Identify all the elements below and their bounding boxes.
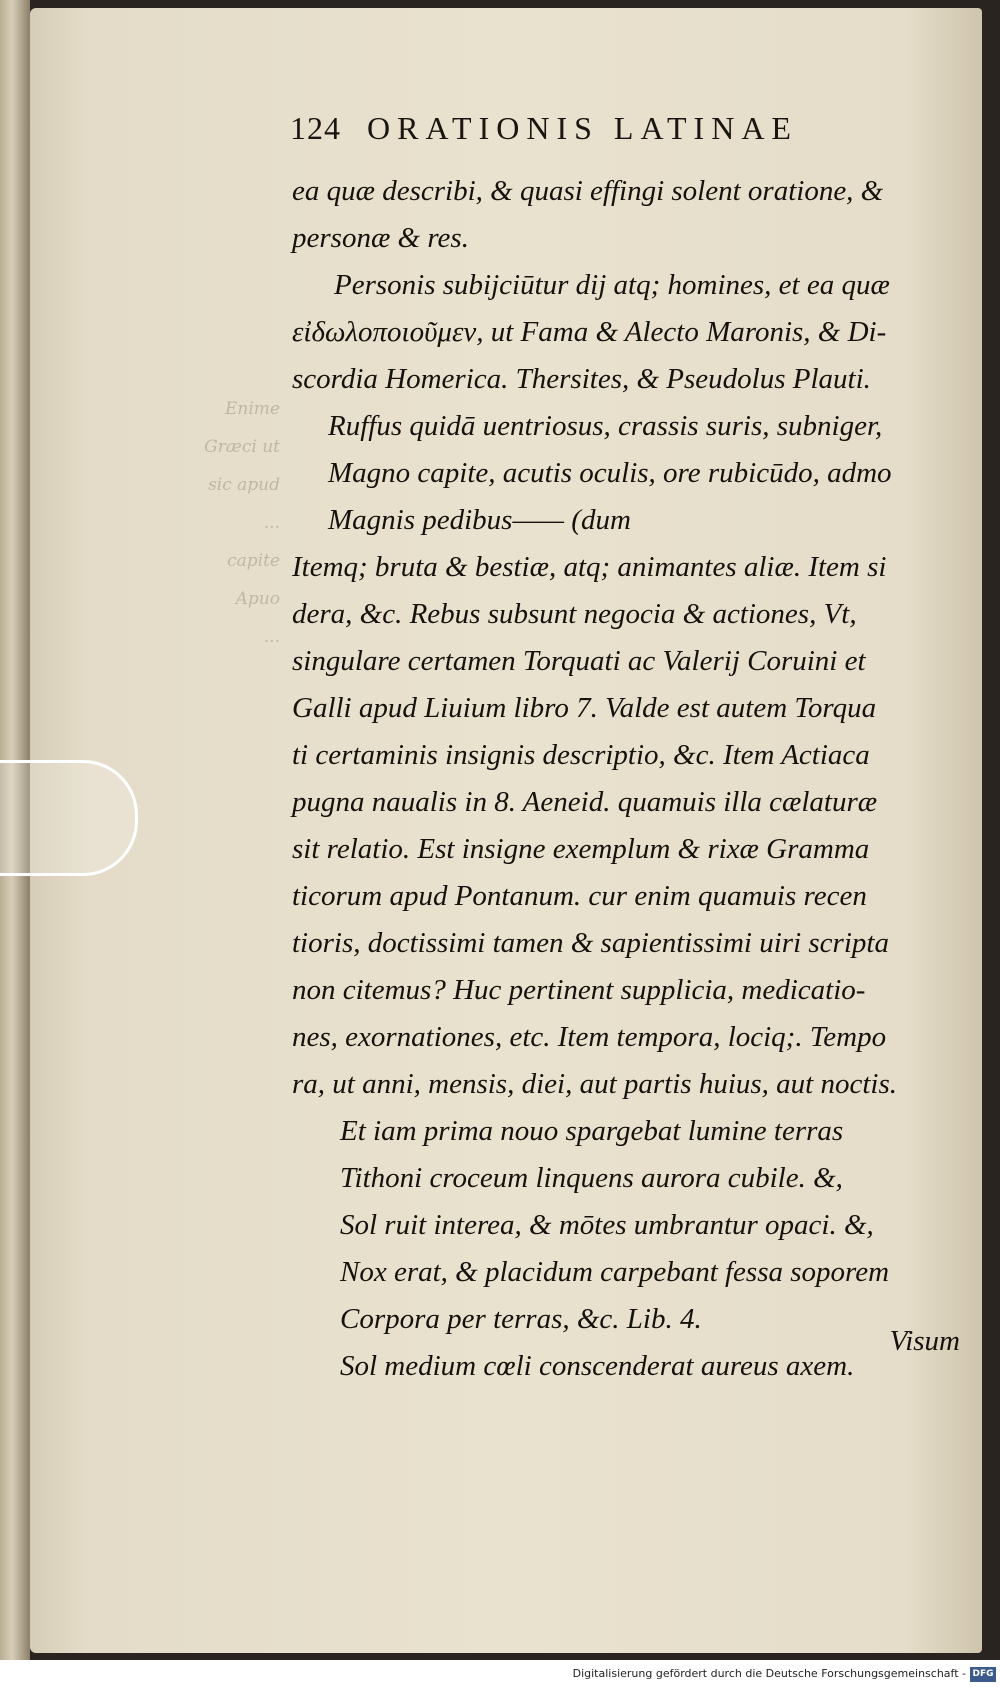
showthrough-line: sic apud (208, 475, 280, 495)
quote-line: Tithoni croceum linquens aurora cubile. &, (340, 1162, 843, 1194)
quote-line: Ruffus quidā uentriosus, crassis suris, subniger, (328, 410, 883, 442)
text-line: ea quæ describi, & quasi effingi solent oratione, & (292, 175, 884, 207)
text-line: scordia Homerica. Thersites, & Pseudolus Plauti. (292, 363, 871, 395)
text-line: ra, ut anni, mensis, diei, aut partis huius, aut noctis. (292, 1068, 897, 1100)
text-line: ticorum apud Pontanum. cur enim quamuis recen (292, 880, 867, 912)
quote-line: Magno capite, acutis oculis, ore rubicūdo, admo (328, 457, 892, 489)
showthrough-text (140, 390, 280, 720)
text-line: dera, &c. Rebus subsunt negocia & actiones, Vt, (292, 598, 857, 630)
text-line: non citemus? Huc pertinent supplicia, medicatio- (292, 974, 866, 1006)
running-title: ORATIONIS LATINAE (367, 110, 798, 146)
showthrough-line: ... (263, 627, 280, 647)
text-line: singulare certamen Torquati ac Valerij Coruini et (292, 645, 866, 677)
dfg-logo-icon: DFG (970, 1667, 996, 1682)
text-line: pugna naualis in 8. Aeneid. quamuis illa cælaturæ (292, 786, 878, 818)
catchword: Visum (889, 1325, 960, 1357)
running-header (290, 110, 970, 147)
page-number: 124 (290, 110, 341, 146)
showthrough-line: capite (227, 551, 280, 571)
text-line: Personis subijciūtur dij atq; homines, et ea quæ (334, 269, 890, 301)
page-clip-outline (0, 760, 138, 876)
quote-line: Corpora per terras, &c. Lib. 4. (340, 1303, 702, 1335)
footer-credit: Digitalisierung gefördert durch die Deutsche Forschungsgemeinschaft - (572, 1667, 966, 1680)
footer-bar (0, 1664, 1000, 1687)
showthrough-line: Græci ut (204, 437, 280, 457)
quote-line: Sol ruit interea, & mōtes umbrantur opaci. &, (340, 1209, 874, 1241)
text-line: nes, exornationes, etc. Item tempora, lociq;. Tempo (292, 1021, 887, 1053)
quote-line: Nox erat, & placidum carpebant fessa soporem (340, 1256, 890, 1288)
showthrough-line: ... (263, 513, 280, 533)
showthrough-line: Enime (225, 399, 280, 419)
text-line: εἰδωλοποιοῦμεν, ut Fama & Alecto Maronis, & Di- (292, 316, 887, 348)
showthrough-line: Apuo (235, 589, 280, 609)
quote-line: Et iam prima nouo spargebat lumine terras (340, 1115, 844, 1147)
text-line: personæ & res. (292, 222, 469, 254)
text-line: sit relatio. Est insigne exemplum & rixæ Gramma (292, 833, 870, 865)
text-line: ti certaminis insignis descriptio, &c. Item Actiaca (292, 739, 870, 771)
quote-line: Sol medium cœli conscenderat aureus axem. (340, 1350, 855, 1382)
text-line: Galli apud Liuium libro 7. Valde est autem Torqua (292, 692, 877, 724)
text-line: tioris, doctissimi tamen & sapientissimi uiri scripta (292, 927, 889, 959)
body-text (292, 168, 972, 1390)
text-line: Itemq; bruta & bestiæ, atq; animantes aliæ. Item si (292, 551, 887, 583)
quote-line: Magnis pedibus—— (dum (328, 504, 631, 536)
